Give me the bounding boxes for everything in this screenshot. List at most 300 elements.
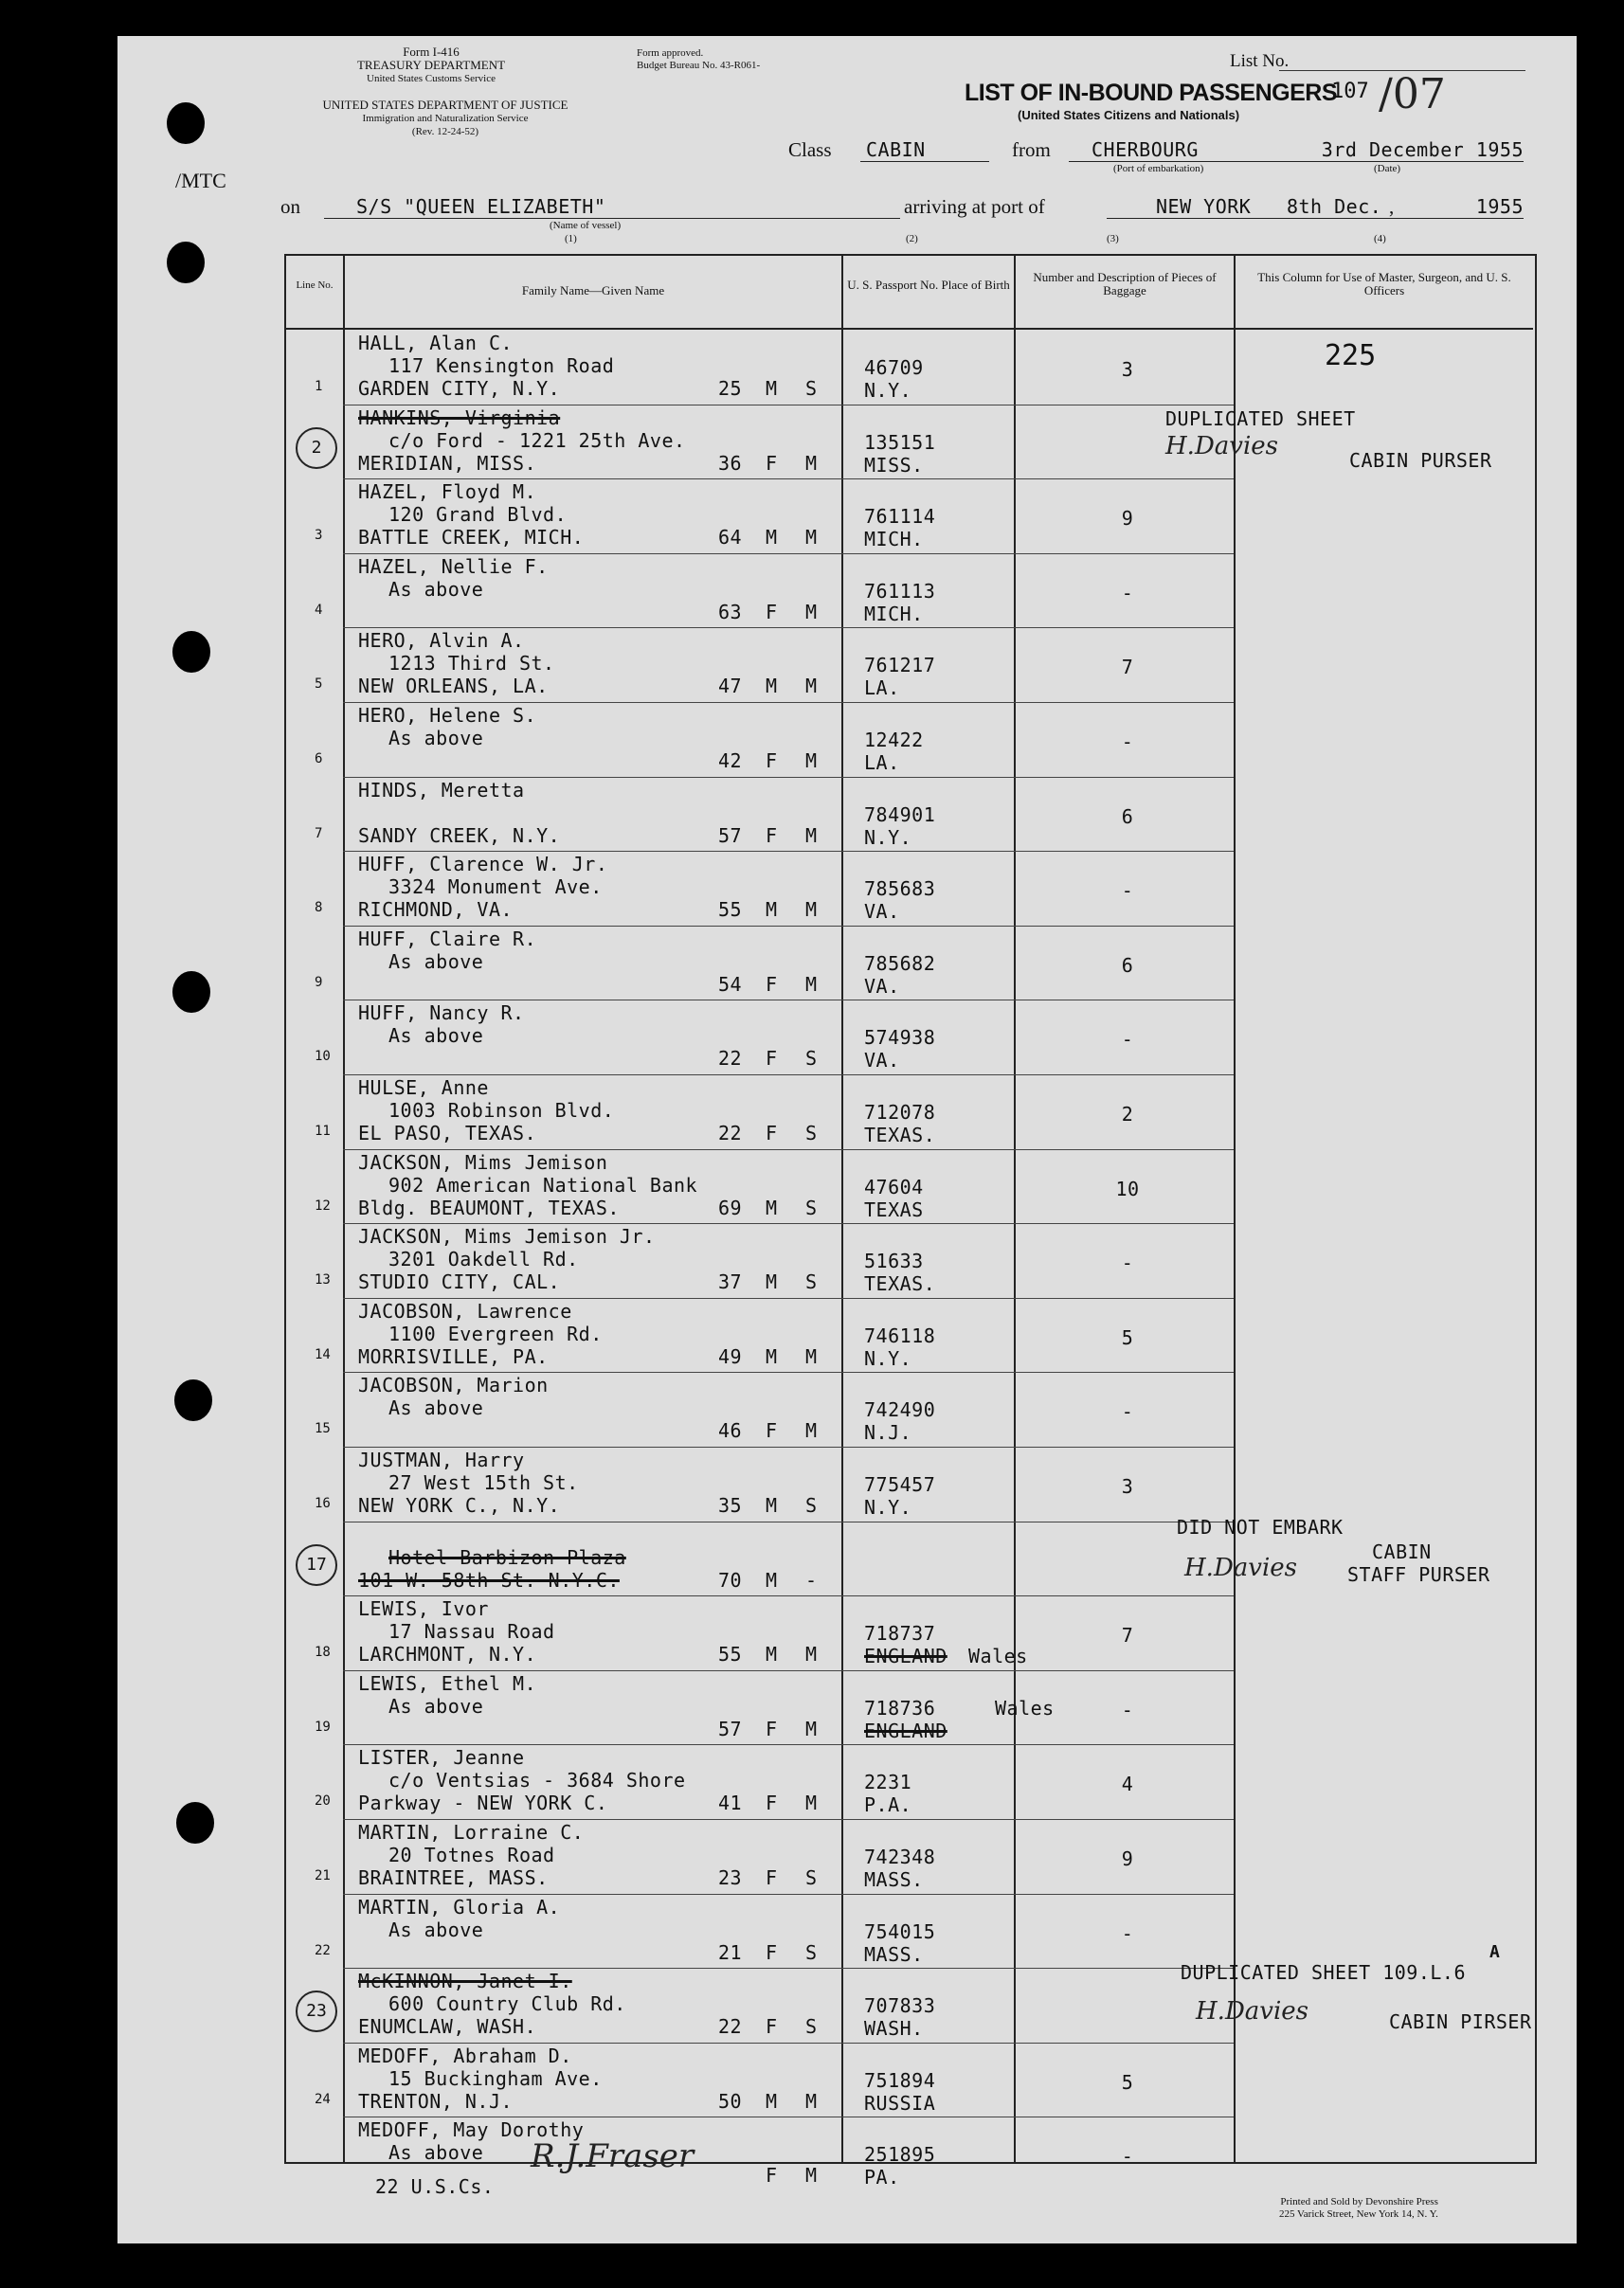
passport-number: 785683	[864, 877, 936, 901]
col-header-passport: U. S. Passport No. Place of Birth	[847, 278, 1010, 292]
row-divider	[343, 1894, 1234, 1895]
passenger-address: 902 American National Bank	[388, 1173, 698, 1197]
list-no-label: List No.	[1230, 51, 1290, 71]
officer-number: 225	[1325, 339, 1377, 372]
passenger-address: 3324 Monument Ave.	[388, 875, 603, 899]
passenger-marital: S	[805, 2015, 818, 2039]
passenger-name: JACKSON, Mims Jemison Jr.	[358, 1225, 656, 1249]
passenger-name: HAZEL, Nellie F.	[358, 554, 549, 578]
passport-number: 718737	[864, 1622, 936, 1646]
passenger-marital: M	[805, 972, 818, 996]
line-number-circled: 2	[296, 427, 337, 469]
passenger-age: 35	[718, 1494, 743, 1517]
punch-hole	[174, 1379, 212, 1421]
passenger-marital: S	[805, 377, 818, 400]
passport-number: 712078	[864, 1101, 936, 1124]
purser-signature: H.Davies	[1196, 1997, 1309, 2026]
line-number: 8	[315, 900, 323, 916]
baggage-count: -	[1121, 1400, 1134, 1424]
passenger-name: LISTER, Jeanne	[358, 1746, 525, 1770]
place-of-birth: PA.	[864, 2166, 900, 2189]
passenger-address: 15 Buckingham Ave.	[388, 2066, 603, 2090]
duplicated-sheet-stamp-2: DUPLICATED SHEET 109.L.6	[1181, 1961, 1466, 1984]
passenger-address: As above	[388, 727, 484, 749]
passport-number: 746118	[864, 1324, 936, 1347]
passenger-marital: S	[805, 1047, 818, 1071]
passenger-name: JACOBSON, Lawrence	[358, 1299, 572, 1323]
passenger-marital: M	[805, 526, 818, 549]
passenger-marital: S	[805, 1866, 818, 1889]
passenger-sex: F	[766, 1940, 778, 1964]
passenger-marital: M	[805, 2164, 818, 2188]
baggage-count: 7	[1121, 656, 1134, 679]
passport-number: 707833	[864, 1994, 936, 2018]
treasury-label: TREASURY DEPARTMENT	[356, 58, 506, 72]
did-not-embark-cabin: CABIN	[1372, 1540, 1432, 1563]
passenger-marital: M	[805, 898, 818, 922]
passenger-address: As above	[388, 1396, 484, 1420]
passport-number: 718736	[864, 1696, 936, 1720]
passenger-city: NEW YORK C., N.Y.	[358, 1494, 561, 1517]
place-of-birth: MISS.	[864, 453, 924, 477]
passenger-address: 3201 Oakdell Rd.	[388, 1248, 579, 1271]
passenger-sex: F	[766, 1866, 778, 1889]
passenger-city: Parkway - NEW YORK C.	[358, 1792, 608, 1815]
passenger-city: NEW ORLEANS, LA.	[358, 675, 549, 698]
line-number-circled: 23	[296, 1991, 337, 2032]
place-of-birth: N.Y.	[864, 379, 912, 402]
line-number: 13	[315, 1272, 331, 1288]
place-of-birth: MASS.	[864, 1942, 924, 1966]
passenger-age: 46	[718, 1419, 743, 1443]
customs-label: United States Customs Service	[367, 73, 496, 84]
passenger-sex: M	[766, 1494, 778, 1517]
passenger-marital: M	[805, 675, 818, 698]
passport-number: 751894	[864, 2068, 936, 2092]
passenger-address: As above	[388, 949, 484, 973]
passenger-marital: M	[805, 600, 818, 623]
statute-reference: 22 U.S.Cs.	[375, 2175, 495, 2198]
passenger-city: ENUMCLAW, WASH.	[358, 2015, 537, 2039]
row-divider	[343, 702, 1234, 703]
passport-number: 742490	[864, 1398, 936, 1422]
passenger-sex: F	[766, 451, 778, 475]
passenger-name: MEDOFF, Abraham D.	[358, 2044, 572, 2067]
passenger-marital: M	[805, 749, 818, 772]
page-title: LIST OF IN-BOUND PASSENGERS	[965, 80, 1338, 106]
passenger-city: LARCHMONT, N.Y.	[358, 1643, 537, 1666]
passenger-age: 22	[718, 1122, 743, 1144]
passenger-age: 23	[718, 1866, 743, 1889]
baggage-count: 3	[1121, 1475, 1134, 1498]
passenger-city: GARDEN CITY, N.Y.	[358, 377, 561, 400]
baggage-count: 5	[1121, 1325, 1134, 1349]
passenger-age: 47	[718, 675, 743, 698]
passenger-city: SANDY CREEK, N.Y.	[358, 823, 561, 847]
line-number: 5	[315, 676, 323, 693]
officer-signature: R.J.Fraser	[531, 2137, 695, 2175]
passenger-marital: S	[805, 1122, 818, 1144]
baggage-count: 9	[1121, 507, 1134, 531]
cabin-purser-label: CABIN PURSER	[1349, 449, 1492, 472]
date-caption: (Date)	[1374, 163, 1401, 174]
row-divider	[343, 1447, 1234, 1448]
row-divider	[343, 851, 1234, 852]
place-of-birth: LA.	[864, 676, 900, 700]
line-number: 9	[315, 974, 323, 990]
passenger-sex: F	[766, 1419, 778, 1443]
punch-hole	[172, 631, 210, 673]
line-number: 24	[315, 2091, 331, 2107]
passenger-address: 600 Country Club Rd.	[388, 1992, 626, 2016]
passenger-address: As above	[388, 1694, 484, 1718]
line-number: 14	[315, 1346, 331, 1362]
passenger-age: 55	[718, 898, 743, 922]
port-value	[1107, 195, 1431, 219]
row-divider	[343, 1223, 1234, 1224]
passport-number: 761113	[864, 579, 936, 603]
place-of-birth: LA.	[864, 751, 900, 774]
passport-number: 135151	[864, 430, 936, 454]
passport-number: 574938	[864, 1026, 936, 1050]
passenger-city: STUDIO CITY, CAL.	[358, 1270, 561, 1294]
handwritten-number: /07	[1379, 70, 1446, 118]
passenger-age: 50	[718, 2089, 743, 2113]
passenger-marital: S	[805, 1940, 818, 1964]
passport-number: 784901	[864, 802, 936, 826]
passenger-marital: M	[805, 2089, 818, 2113]
approval-block	[637, 47, 760, 72]
line-number: 15	[315, 1421, 331, 1437]
row-divider	[343, 926, 1234, 927]
row-divider	[343, 1744, 1234, 1745]
printer-line-1: Printed and Sold by Devonshire Press	[1280, 2196, 1438, 2207]
passenger-address: 117 Kensington Road	[388, 354, 615, 377]
baggage-count: -	[1121, 581, 1134, 604]
staff-purser-label: STAFF PURSER	[1347, 1563, 1490, 1586]
passport-number: 761114	[864, 505, 936, 529]
line-number: 4	[315, 602, 323, 618]
class-value: CABIN	[860, 138, 989, 162]
passenger-address: 20 Totnes Road	[388, 1844, 555, 1866]
baggage-count: -	[1121, 730, 1134, 753]
rev-label: (Rev. 12-24-52)	[411, 126, 479, 137]
line-number: 1	[315, 379, 323, 394]
justice-label: UNITED STATES DEPARTMENT OF JUSTICE	[322, 98, 568, 112]
passenger-address: 1213 Third St.	[388, 652, 555, 676]
baggage-count: -	[1121, 879, 1134, 903]
passenger-city: 101 W. 58th St. N.Y.C.	[358, 1568, 620, 1592]
line-number: 18	[315, 1645, 331, 1661]
punch-hole	[172, 971, 210, 1013]
row-divider	[343, 2043, 1234, 2044]
passenger-age: 41	[718, 1792, 743, 1815]
baggage-count: 10	[1115, 1177, 1140, 1200]
purser-signature: H.Davies	[1165, 432, 1279, 460]
line-number: 20	[315, 1793, 331, 1810]
line-number: 21	[315, 1868, 331, 1883]
passenger-marital: M	[805, 1419, 818, 1443]
passport-number: 12422	[864, 729, 924, 751]
duplicated-sheet-stamp: DUPLICATED SHEET	[1165, 407, 1356, 430]
passenger-age: 37	[718, 1270, 743, 1294]
passenger-sex: M	[766, 526, 778, 549]
passport-number: 761217	[864, 654, 936, 677]
passenger-name: JUSTMAN, Harry	[358, 1449, 525, 1471]
baggage-count: -	[1121, 1252, 1134, 1275]
line-number-circled: 17	[296, 1544, 337, 1586]
passenger-sex: F	[766, 1047, 778, 1071]
passenger-sex: M	[766, 377, 778, 400]
baggage-count: 5	[1121, 2070, 1134, 2094]
row-divider	[343, 1819, 1234, 1820]
baggage-count: 4	[1121, 1773, 1134, 1796]
row-divider	[343, 1074, 1234, 1075]
place-of-birth: N.Y.	[864, 1346, 912, 1370]
baggage-count: -	[1121, 2145, 1134, 2169]
passenger-marital: M	[805, 451, 818, 475]
passenger-marital: M	[805, 1643, 818, 1666]
row-divider	[343, 478, 1234, 479]
arrival-port: NEW YORK	[1156, 195, 1252, 218]
printer-line-2: 225 Varick Street, New York 14, N. Y.	[1279, 2208, 1438, 2220]
passport-number: 754015	[864, 1919, 936, 1943]
passenger-name: MARTIN, Lorraine C.	[358, 1821, 585, 1844]
passenger-marital: S	[805, 1494, 818, 1517]
line-number: 6	[315, 751, 323, 766]
arrival-year: 1955	[1400, 195, 1524, 219]
passenger-sex: M	[766, 1270, 778, 1294]
passenger-sex: M	[766, 1344, 778, 1368]
passenger-address: 1100 Evergreen Rd.	[388, 1322, 603, 1345]
row-divider	[343, 627, 1234, 628]
page-subtitle: (United States Citizens and Nationals)	[1018, 108, 1240, 122]
budget-bureau: Budget Bureau No. 43-R061-	[637, 60, 761, 71]
duplicate-mark: A	[1489, 1942, 1500, 1962]
from-value: CHERBOURG	[1069, 138, 1309, 162]
place-of-birth: VA.	[864, 1049, 900, 1072]
passenger-address: As above	[388, 1024, 484, 1048]
passenger-age: 36	[718, 451, 743, 475]
passenger-address: As above	[388, 1918, 484, 1941]
passenger-sex: M	[766, 1643, 778, 1666]
passenger-city: MORRISVILLE, PA.	[358, 1344, 549, 1368]
baggage-count: -	[1121, 1698, 1134, 1721]
place-of-birth: ENGLAND	[864, 1645, 947, 1668]
baggage-count: 3	[1121, 358, 1134, 381]
passenger-city: Bldg. BEAUMONT, TEXAS.	[358, 1196, 620, 1219]
col4-number: (4)	[1374, 233, 1386, 244]
place-of-birth: N.Y.	[864, 825, 912, 849]
arrival-date: 8th Dec.	[1286, 195, 1382, 218]
passenger-sex: F	[766, 2015, 778, 2039]
passport-number: 2231	[864, 1771, 912, 1794]
passenger-name: HUFF, Claire R.	[358, 927, 537, 950]
passenger-name: HULSE, Anne	[358, 1076, 489, 1099]
place-of-birth: VA.	[864, 974, 900, 998]
line-number: 3	[315, 528, 323, 544]
line-number: 10	[315, 1049, 331, 1065]
passport-number: 51633	[864, 1250, 924, 1273]
place-of-birth-correction: Wales	[968, 1645, 1028, 1668]
passenger-city: MERIDIAN, MISS.	[358, 451, 537, 475]
port-caption: (Port of embarkation)	[1113, 163, 1204, 174]
passenger-marital: M	[805, 1792, 818, 1815]
vessel-caption: (Name of vessel)	[550, 220, 622, 231]
passenger-city: BATTLE CREEK, MICH.	[358, 526, 585, 549]
passenger-sex: M	[766, 675, 778, 698]
passenger-city: RICHMOND, VA.	[358, 898, 514, 922]
passport-number: 251895	[864, 2143, 936, 2167]
header-justice-block	[280, 99, 611, 138]
ins-label: Immigration and Naturalization Service	[362, 113, 529, 124]
passenger-sex: M	[766, 2089, 778, 2113]
row-divider	[343, 777, 1234, 778]
place-of-birth: N.J.	[864, 1421, 912, 1445]
row-divider	[343, 1595, 1234, 1596]
baggage-count: -	[1121, 1028, 1134, 1052]
passenger-age: 63	[718, 600, 743, 623]
passenger-name: HUFF, Clarence W. Jr.	[358, 853, 608, 876]
passenger-sex: F	[766, 1717, 778, 1740]
passenger-age: 21	[718, 1940, 743, 1964]
mtc-mark: /MTC	[175, 169, 226, 192]
passenger-name: HUFF, Nancy R.	[358, 1001, 525, 1025]
place-of-birth: MASS.	[864, 1868, 924, 1891]
line-number: 11	[315, 1124, 331, 1139]
passenger-name: HALL, Alan C.	[358, 332, 514, 354]
line-number: 16	[315, 1496, 331, 1511]
passenger-address: As above	[388, 2141, 484, 2165]
line-number: 12	[315, 1198, 331, 1214]
passenger-sex: F	[766, 823, 778, 847]
col-header-baggage: Number and Description of Pieces of Baggage	[1033, 270, 1217, 297]
passenger-name: JACOBSON, Marion	[358, 1374, 549, 1397]
place-of-birth: WASH.	[864, 2017, 924, 2041]
punch-hole	[176, 1802, 214, 1844]
place-of-birth: TEXAS.	[864, 1272, 936, 1296]
arriving-label: arriving at port of	[904, 195, 1045, 218]
passenger-age: 64	[718, 526, 743, 549]
row-divider	[343, 1670, 1234, 1671]
passenger-age: 57	[718, 823, 743, 847]
passenger-age: 42	[718, 749, 743, 772]
passenger-name: HANKINS, Virginia	[358, 405, 561, 429]
passenger-name: MARTIN, Gloria A.	[358, 1895, 561, 1919]
baggage-count: -	[1121, 1921, 1134, 1945]
passenger-sex: M	[766, 1568, 778, 1592]
passenger-age: 22	[718, 2015, 743, 2039]
passenger-sex: F	[766, 1792, 778, 1815]
passenger-age: 22	[718, 1047, 743, 1071]
passenger-age: 55	[718, 1643, 743, 1666]
col2-number: (2)	[906, 233, 918, 244]
passenger-address: 17 Nassau Road	[388, 1620, 555, 1644]
passenger-address: 120 Grand Blvd.	[388, 503, 568, 527]
form-approved: Form approved.	[637, 47, 704, 59]
printer-block	[1279, 2196, 1438, 2221]
row-divider	[343, 1372, 1234, 1373]
passenger-name: MEDOFF, May Dorothy	[358, 2118, 585, 2142]
passenger-name: McKINNON, Janet I.	[358, 1970, 572, 1993]
place-of-birth: RUSSIA	[864, 2091, 936, 2115]
passenger-name: HERO, Alvin A.	[358, 629, 525, 653]
passenger-address: 27 West 15th St.	[388, 1471, 579, 1494]
passenger-name: HAZEL, Floyd M.	[358, 480, 537, 504]
col-header-line-no: Line No.	[296, 279, 334, 291]
passenger-age: 25	[718, 377, 743, 400]
passenger-sex: F	[766, 1122, 778, 1144]
passenger-city: TRENTON, N.J.	[358, 2089, 514, 2113]
punch-hole	[167, 102, 205, 144]
passenger-sex: M	[766, 1196, 778, 1219]
passenger-sex: F	[766, 749, 778, 772]
place-of-birth: TEXAS.	[864, 1124, 936, 1146]
passenger-address: c/o Ford - 1221 25th Ave.	[388, 428, 686, 452]
cabin-pirser-label: CABIN PIRSER	[1389, 2010, 1532, 2033]
passport-number: 47604	[864, 1175, 924, 1198]
passenger-name: LEWIS, Ivor	[358, 1597, 489, 1621]
passenger-marital: M	[805, 823, 818, 847]
passenger-sex: F	[766, 2164, 778, 2188]
row-divider	[343, 1298, 1234, 1299]
passenger-age: 57	[718, 1717, 743, 1740]
passenger-marital: -	[805, 1568, 818, 1592]
passenger-age: 54	[718, 972, 743, 996]
baggage-count: 9	[1121, 1847, 1134, 1870]
passenger-marital: M	[805, 1717, 818, 1740]
title-number: 107	[1331, 80, 1369, 103]
col-header-officers: This Column for Use of Master, Surgeon, and U. S. Officers	[1257, 270, 1511, 297]
passenger-marital: M	[805, 1344, 818, 1368]
line-number: 7	[315, 825, 323, 841]
passenger-name: HINDS, Meretta	[358, 778, 525, 802]
header-left-block	[313, 45, 550, 85]
passenger-age: 70	[718, 1568, 743, 1592]
place-of-birth: P.A.	[864, 1793, 912, 1817]
place-of-birth: TEXAS	[864, 1198, 924, 1221]
passenger-city: EL PASO, TEXAS.	[358, 1122, 537, 1144]
punch-hole	[167, 242, 205, 283]
passenger-age: 49	[718, 1344, 743, 1368]
baggage-count: 6	[1121, 953, 1134, 977]
passenger-sex: M	[766, 898, 778, 922]
row-divider	[343, 553, 1234, 554]
form-id: Form I-416	[403, 45, 460, 59]
passport-number: 742348	[864, 1846, 936, 1868]
col-header-name: Family Name—Given Name	[521, 283, 665, 297]
col1-number: (1)	[565, 233, 577, 244]
passenger-name: LEWIS, Ethel M.	[358, 1671, 537, 1695]
passenger-address: Hotel Barbizon Plaza	[388, 1545, 626, 1569]
passenger-address: As above	[388, 577, 484, 601]
place-of-birth: VA.	[864, 900, 900, 924]
passport-number: 785682	[864, 951, 936, 975]
did-not-embark-stamp: DID NOT EMBARK	[1177, 1516, 1344, 1539]
place-of-birth: N.Y.	[864, 1496, 912, 1519]
line-number: 22	[315, 1942, 331, 1958]
passenger-sex: F	[766, 972, 778, 996]
from-label: from	[1012, 138, 1051, 161]
baggage-count: 6	[1121, 804, 1134, 828]
passenger-marital: S	[805, 1196, 818, 1219]
place-of-birth: MICH.	[864, 602, 924, 625]
place-of-birth: ENGLAND	[864, 1719, 947, 1742]
purser-signature: H.Davies	[1184, 1554, 1298, 1582]
place-of-birth-correction: Wales	[995, 1696, 1055, 1720]
place-of-birth: MICH.	[864, 528, 924, 551]
line-number: 19	[315, 1719, 331, 1735]
